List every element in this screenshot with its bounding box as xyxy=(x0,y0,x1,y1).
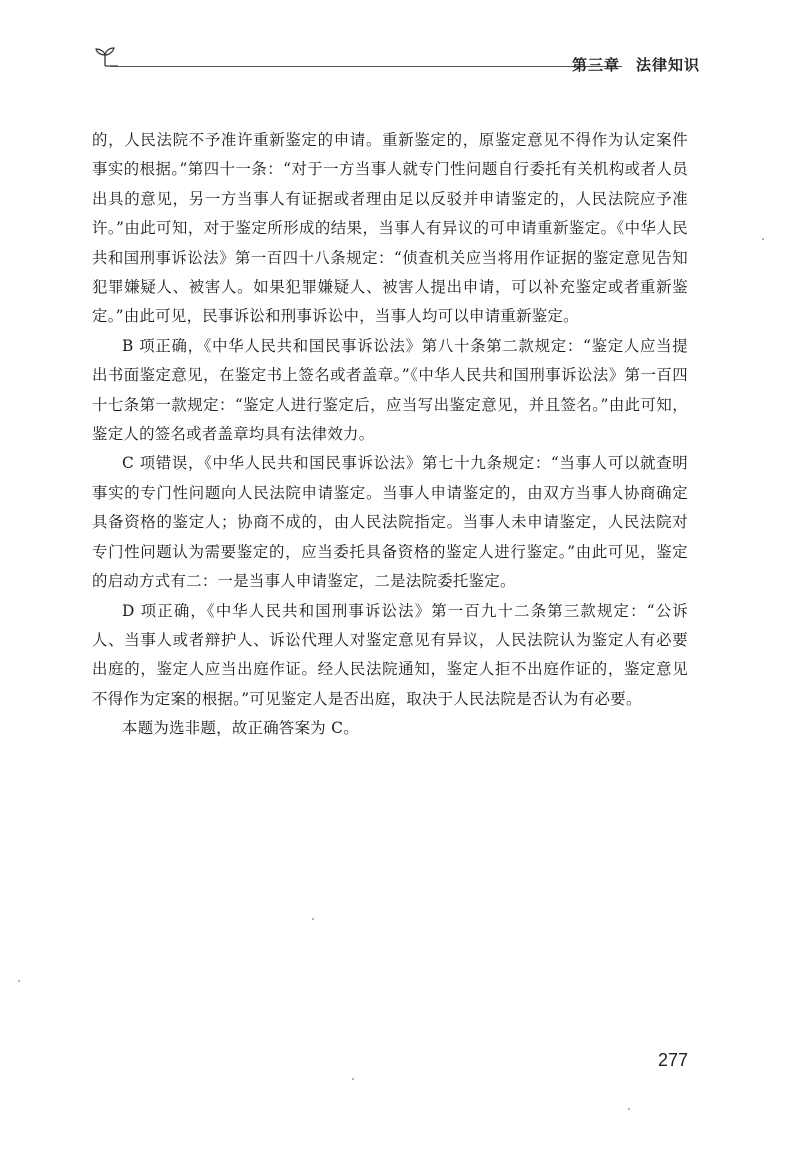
header-rule xyxy=(110,66,622,67)
body-text xyxy=(92,126,688,744)
scan-speck xyxy=(762,238,764,240)
header-section: 法律知识 xyxy=(635,56,700,74)
paragraph-continuation: 的，人民法院不予准许重新鉴定的申请。重新鉴定的，原鉴定意见不得作为认定案件事实的根据。”第四十一条：“对于一方当事人就专门性问题自行委托有关机构或者人员出具的意见，另一方当事人有证据或者理由足以反驳并申请鉴定的，人民法院应予准许。”由此可知，对于鉴定所形成的结果，当事人有异议的可申请重新鉴定。《中华人民共和国刑事诉讼法》第一百四十八条规定：“侦查机关应当将用作证据的鉴定意见告知犯罪嫌疑人、被害人。如果犯罪嫌疑人、被害人提出申请，可以补充鉴定或者重新鉴定。”由此可见，民事诉讼和刑事诉讼中，当事人均可以申请重新鉴定。 xyxy=(92,131,688,326)
scan-speck xyxy=(352,1078,354,1080)
paragraph-option-b: B 项正确，《中华人民共和国民事诉讼法》第八十条第二款规定：“鉴定人应当提出书面鉴定意见，在鉴定书上签名或者盖章。”《中华人民共和国刑事诉讼法》第一百四十七条第一款规定：“鉴定人进行鉴定后，应当写出鉴定意见，并且签名。”由此可知，鉴定人的签名或者盖章均具有法律效力。 xyxy=(92,336,688,444)
scan-speck xyxy=(312,918,314,920)
header-chapter: 第三章 xyxy=(571,56,620,74)
scan-speck xyxy=(18,980,20,982)
header-title xyxy=(572,54,700,75)
paragraph-option-d: D 项正确，《中华人民共和国刑事诉讼法》第一百九十二条第三款规定：“公诉人、当事人或者辩护人、诉讼代理人对鉴定意见有异议，人民法院认为鉴定人有必要出庭的，鉴定人应当出庭作证。经人民法院通知，鉴定人拒不出庭作证的，鉴定意见不得作为定案的根据。”可见鉴定人是否出庭，取决于人民法院是否认为有必要。 xyxy=(92,601,688,708)
page-number: 277 xyxy=(657,1050,688,1070)
paragraph-option-c: C 项错误，《中华人民共和国民事诉讼法》第七十九条规定：“当事人可以就查明事实的专门性问题向人民法院申请鉴定。当事人申请鉴定的，由双方当事人协商确定具备资格的鉴定人；协商不成的，由人民法院指定。当事人未申请鉴定，人民法院对专门性问题认为需要鉴定的，应当委托具备资格的鉴定人进行鉴定。”由此可见，鉴定的启动方式有二：一是当事人申请鉴定，二是法院委托鉴定。 xyxy=(92,454,688,591)
running-header xyxy=(92,44,700,74)
paragraph-answer: 本题为选非题，故正确答案为 C。 xyxy=(122,719,359,738)
scan-speck xyxy=(628,1108,630,1110)
